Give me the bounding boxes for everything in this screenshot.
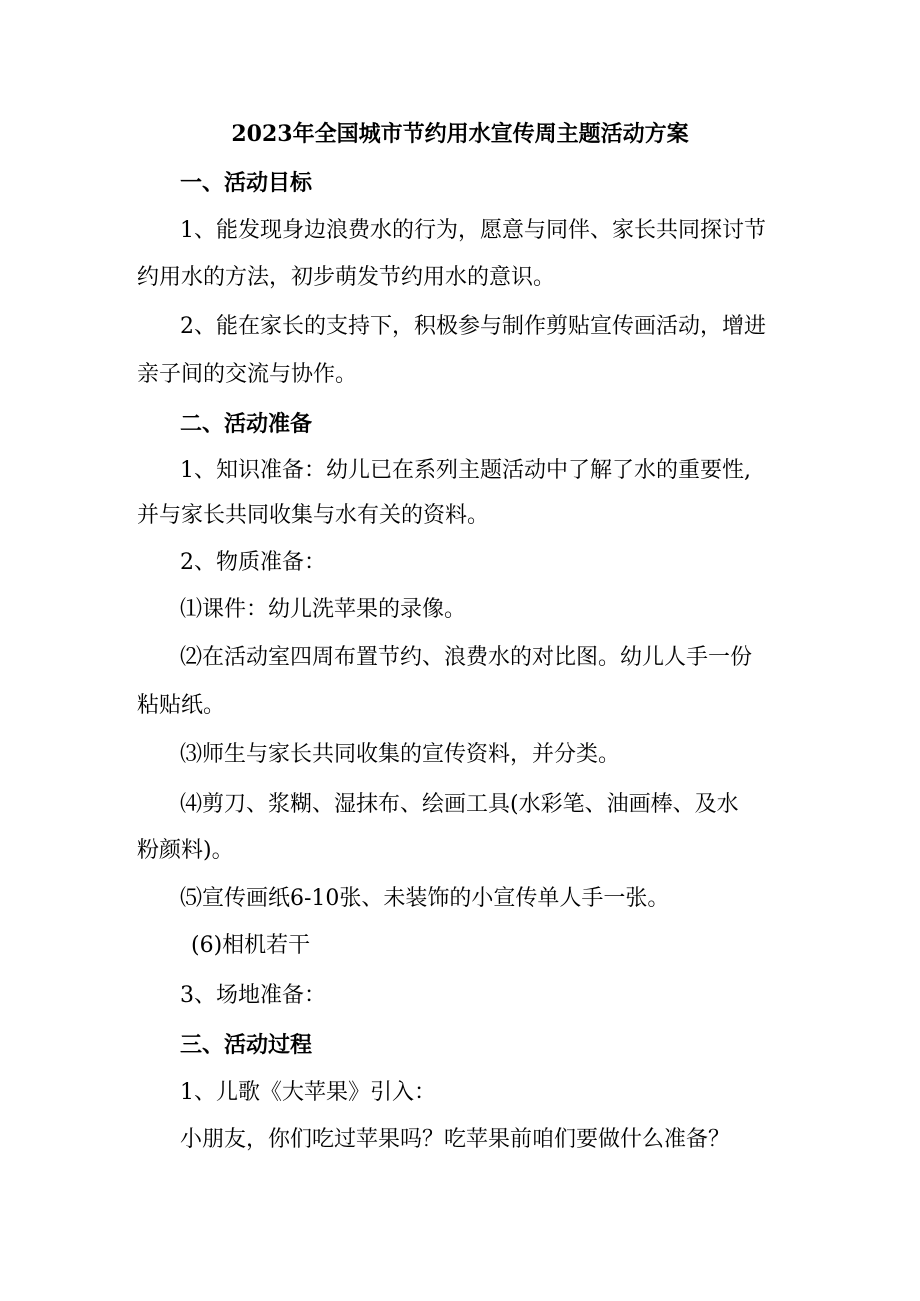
- paragraph-line: 粉颜料)。: [137, 838, 234, 863]
- section-heading-goals: 一、活动目标: [180, 170, 313, 196]
- list-item: ⑶师生与家长共同收集的宣传资料，并分类。: [180, 742, 621, 767]
- paragraph-line: 1、知识准备：幼儿已在系列主题活动中了解了水的重要性,: [180, 458, 751, 483]
- paragraph-line: 小朋友，你们吃过苹果吗？吃苹果前咱们要做什么准备？: [180, 1127, 731, 1152]
- paragraph-line: 1、儿歌《大苹果》引入：: [180, 1080, 436, 1105]
- paragraph-line: 1、能发现身边浪费水的行为，愿意与同伴、家长共同探讨节: [180, 218, 766, 243]
- list-item: ⑵在活动室四周布置节约、浪费水的对比图。幼儿人手一份: [180, 645, 753, 670]
- list-item: ⑴课件：幼儿洗苹果的录像。: [180, 597, 467, 622]
- list-item: ⑸宣传画纸6-10张、未装饰的小宣传单人手一张。: [180, 886, 670, 911]
- paragraph-line: 粘贴纸。: [137, 693, 226, 718]
- document-title: 2023年全国城市节约用水宣传周主题活动方案: [231, 121, 689, 147]
- paragraph-line: 约用水的方法，初步萌发节约用水的意识。: [137, 265, 556, 290]
- paragraph-line: 2、物质准备：: [180, 550, 326, 575]
- section-heading-preparation: 二、活动准备: [180, 411, 313, 437]
- section-heading-process: 三、活动过程: [180, 1032, 313, 1058]
- paragraph-line: 并与家长共同收集与水有关的资料。: [137, 503, 490, 528]
- paragraph-line: 3、场地准备：: [180, 983, 326, 1008]
- list-item: ⑷剪刀、浆糊、湿抹布、绘画工具(水彩笔、油画棒、及水: [180, 792, 739, 817]
- paragraph-line: 亲子间的交流与协作。: [137, 362, 358, 387]
- paragraph-line: 2、能在家长的支持下，积极参与制作剪贴宣传画活动，增进: [180, 314, 766, 339]
- list-item: (6)相机若干: [191, 933, 311, 958]
